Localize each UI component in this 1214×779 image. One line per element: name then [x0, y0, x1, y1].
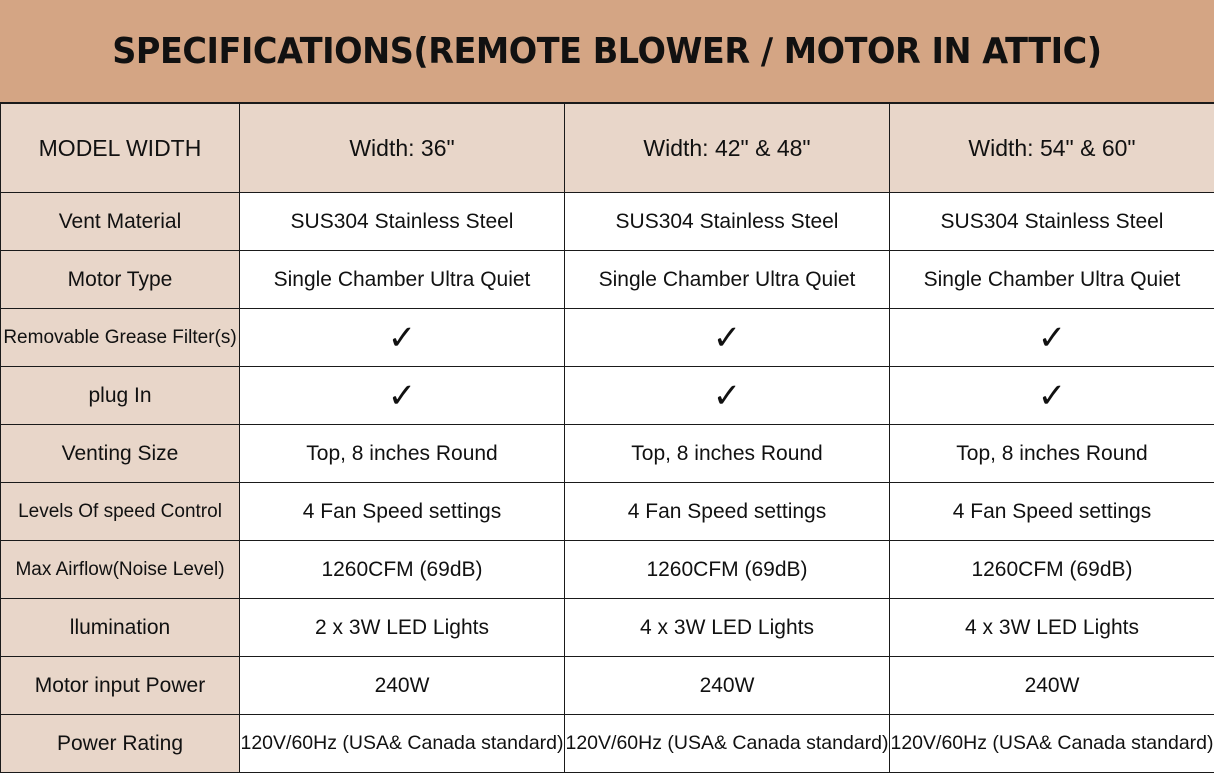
- table-cell: 240W: [240, 657, 565, 715]
- table-cell: 1260CFM (69dB): [890, 541, 1214, 599]
- table-cell: 2 x 3W LED Lights: [240, 599, 565, 657]
- row-label: llumination: [1, 599, 240, 657]
- row-label: Motor input Power: [1, 657, 240, 715]
- title-banner: [0, 0, 1214, 103]
- check-mark-icon: ✓: [387, 375, 417, 416]
- table-row: [1, 367, 1214, 425]
- table-row: [1, 483, 1214, 541]
- table-cell: [565, 367, 890, 425]
- table-row: [1, 251, 1214, 309]
- row-label: Max Airflow(Noise Level): [1, 541, 240, 599]
- check-mark-icon: ✓: [387, 317, 417, 358]
- table-cell: Single Chamber Ultra Quiet: [240, 251, 565, 309]
- table-cell: [240, 367, 565, 425]
- header-width-42-48: Width: 42" & 48": [565, 104, 890, 193]
- table-cell: 240W: [890, 657, 1214, 715]
- table-row: [1, 193, 1214, 251]
- table-cell: [565, 309, 890, 367]
- row-label: plug In: [1, 367, 240, 425]
- table-cell: 1260CFM (69dB): [565, 541, 890, 599]
- check-mark-icon: ✓: [712, 375, 742, 416]
- spec-table: [0, 103, 1214, 773]
- table-cell: 240W: [565, 657, 890, 715]
- table-cell: [240, 309, 565, 367]
- table-cell: SUS304 Stainless Steel: [890, 193, 1214, 251]
- table-row: [1, 541, 1214, 599]
- table-cell: SUS304 Stainless Steel: [565, 193, 890, 251]
- table-row: [1, 715, 1214, 773]
- table-cell: 4 x 3W LED Lights: [890, 599, 1214, 657]
- check-mark-icon: ✓: [712, 317, 742, 358]
- table-row: [1, 309, 1214, 367]
- table-cell: 120V/60Hz (USA& Canada standard): [240, 715, 565, 773]
- table-row: [1, 425, 1214, 483]
- table-cell: Top, 8 inches Round: [565, 425, 890, 483]
- check-mark-icon: ✓: [1037, 317, 1067, 358]
- table-cell: 4 Fan Speed settings: [890, 483, 1214, 541]
- row-label: Power Rating: [1, 715, 240, 773]
- header-label-cell: MODEL WIDTH: [1, 104, 240, 193]
- page-title: SPECIFICATIONS(REMOTE BLOWER / MOTOR IN ATTIC): [112, 30, 1102, 72]
- row-label: Vent Material: [1, 193, 240, 251]
- table-cell: 120V/60Hz (USA& Canada standard): [565, 715, 890, 773]
- header-width-54-60: Width: 54" & 60": [890, 104, 1214, 193]
- table-cell: 1260CFM (69dB): [240, 541, 565, 599]
- table-row: [1, 599, 1214, 657]
- table-cell: 4 Fan Speed settings: [565, 483, 890, 541]
- table-cell: [890, 367, 1214, 425]
- row-label: Motor Type: [1, 251, 240, 309]
- table-cell: Single Chamber Ultra Quiet: [890, 251, 1214, 309]
- table-cell: SUS304 Stainless Steel: [240, 193, 565, 251]
- row-label: Venting Size: [1, 425, 240, 483]
- row-label: Levels Of speed Control: [1, 483, 240, 541]
- check-mark-icon: ✓: [1037, 375, 1067, 416]
- table-cell: 4 Fan Speed settings: [240, 483, 565, 541]
- table-cell: Single Chamber Ultra Quiet: [565, 251, 890, 309]
- table-cell: Top, 8 inches Round: [240, 425, 565, 483]
- header-width-36: Width: 36": [240, 104, 565, 193]
- table-cell: 4 x 3W LED Lights: [565, 599, 890, 657]
- row-label: Removable Grease Filter(s): [1, 309, 240, 367]
- header-row: [1, 104, 1214, 193]
- table-row: [1, 657, 1214, 715]
- table-cell: [890, 309, 1214, 367]
- table-cell: Top, 8 inches Round: [890, 425, 1214, 483]
- table-cell: 120V/60Hz (USA& Canada standard): [890, 715, 1214, 773]
